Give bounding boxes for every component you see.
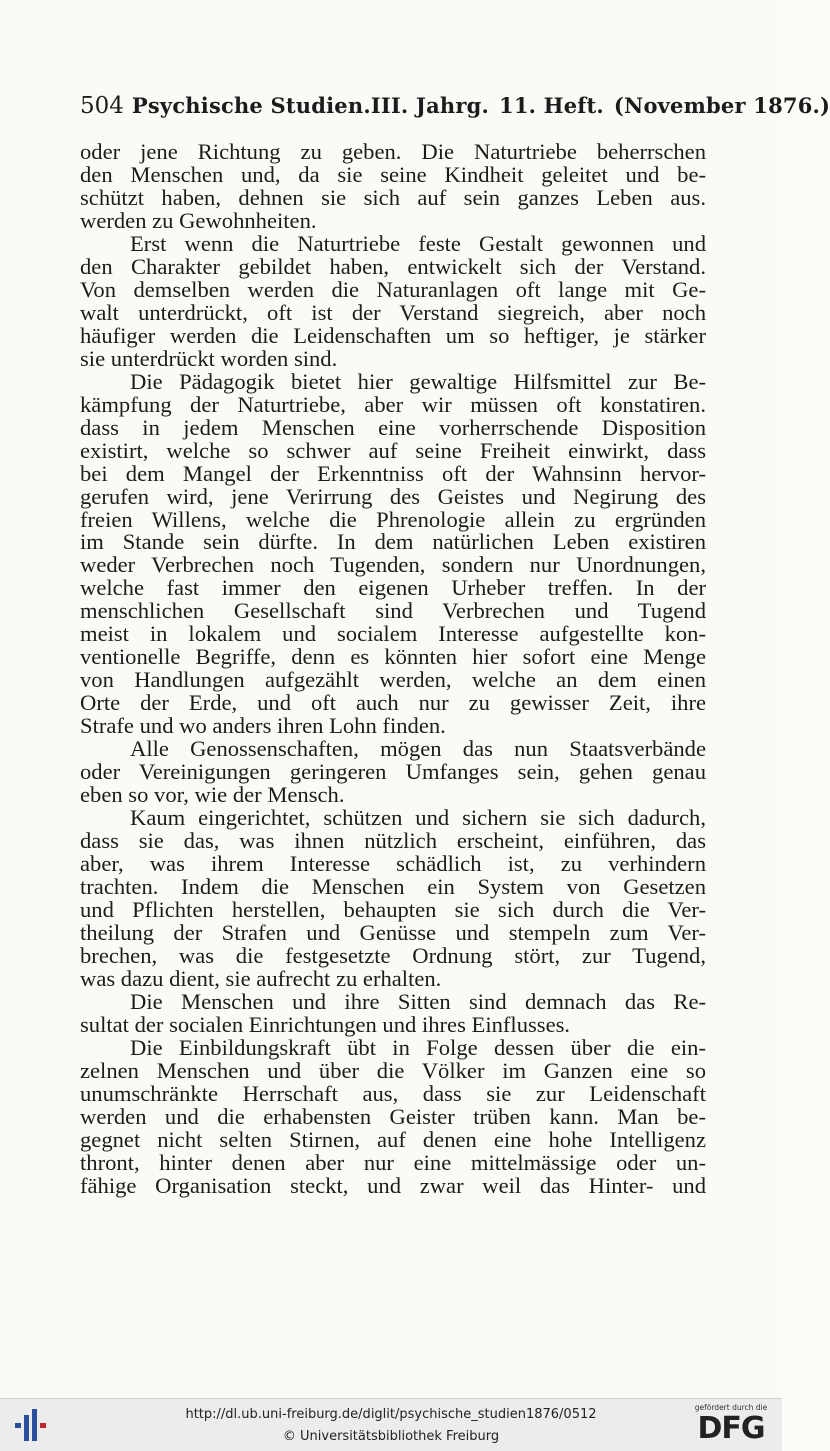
- text-line: zelnen Menschen und über die Völker im Ganzen eine so: [80, 1057, 706, 1083]
- dfg-funding-label: gefördert durch die: [694, 1403, 768, 1412]
- text-line: bei dem Mangel der Erkenntniss oft der Wahnsinn hervor-: [80, 460, 706, 486]
- text-line: brechen, was die festgesetzte Ordnung stört, zur Tugend,: [80, 942, 706, 968]
- copyright-notice: © Universitätsbibliothek Freiburg: [282, 1429, 500, 1444]
- text-line: Von demselben werden die Naturanlagen oft lange mit Ge-: [80, 276, 706, 302]
- text-line: Kaum eingerichtet, schützen und sichern sie sich dadurch,: [130, 805, 706, 831]
- text-line: im Stande sein dürfte. In dem natürlichen Leben existiren: [80, 529, 706, 555]
- text-line: Orte der Erde, und oft auch nur zu gewisser Zeit, ihre: [80, 690, 706, 716]
- text-line: häufiger werden die Leidenschaften um so heftiger, je stärker: [80, 322, 706, 348]
- text-line: theilung der Strafen und Genüsse und stempeln zum Ver-: [80, 919, 706, 945]
- text-line: dass in jedem Menschen eine vorherrschende Disposition: [80, 414, 706, 440]
- text-line: kämpfung der Naturtriebe, aber wir müssen oft konstatiren.: [80, 391, 706, 417]
- volume-year: III. Jahrg.: [370, 93, 490, 118]
- dfg-wordmark: DFG: [697, 1411, 765, 1446]
- issue-date: (November 1876.): [613, 93, 830, 118]
- text-line: gegnet nicht selten Stirnen, auf denen eine hohe Intelligenz: [80, 1126, 706, 1152]
- text-line: schützt haben, dehnen sie sich auf sein ganzes Leben aus.: [80, 184, 706, 210]
- text-line: weder Verbrechen noch Tugenden, sondern nur Unordnungen,: [80, 552, 706, 578]
- text-line: was dazu dient, sie aufrecht zu erhalten.: [80, 965, 442, 991]
- text-line: Erst wenn die Naturtriebe feste Gestalt gewonnen und: [130, 230, 706, 256]
- text-line: unumschränkte Herrschaft aus, dass sie zur Leidenschaft: [80, 1080, 706, 1106]
- text-line: werden zu Gewohnheiten.: [80, 207, 317, 233]
- text-line: existirt, welche so schwer auf seine Freiheit einwirkt, dass: [80, 437, 706, 463]
- text-line: Die Einbildungskraft übt in Folge dessen über die ein-: [130, 1034, 706, 1060]
- text-line: thront, hinter denen aber nur eine mittelmässige oder un-: [80, 1149, 706, 1175]
- text-line: den Charakter gebildet haben, entwickelt sich der Verstand.: [80, 253, 706, 279]
- text-line: oder jene Richtung zu geben. Die Naturtriebe beherrschen: [80, 139, 706, 164]
- text-line: freien Willens, welche die Phrenologie allein zu ergründen: [80, 506, 706, 532]
- text-line: sie unterdrückt worden sind.: [80, 345, 338, 371]
- running-header: [80, 93, 830, 119]
- text-line: ventionelle Begriffe, denn es könnten hier sofort eine Menge: [80, 644, 706, 670]
- page-number: 504: [80, 93, 124, 119]
- text-line: Die Pädagogik bietet hier gewaltige Hilfsmittel zur Be-: [130, 368, 706, 394]
- text-line: eben so vor, wie der Mensch.: [80, 782, 345, 808]
- text-line: und Pflichten herstellen, behaupten sie sich durch die Ver-: [80, 896, 706, 922]
- viewer-footer: [0, 1398, 782, 1451]
- text-line: Strafe und wo anders ihren Lohn finden.: [80, 713, 446, 739]
- text-line: trachten. Indem die Menschen ein System von Gesetzen: [80, 874, 706, 899]
- text-line: dass sie das, was ihnen nützlich erscheint, einführen, das: [80, 828, 706, 854]
- text-line: werden und die erhabensten Geister trüben kann. Man be-: [80, 1103, 706, 1129]
- text-line: sultat der socialen Einrichtungen und ihres Einflusses.: [80, 1011, 571, 1037]
- text-line: aber, was ihrem Interesse schädlich ist, zu verhindern: [80, 851, 706, 877]
- text-line: gerufen wird, jene Verirrung des Geistes und Negirung des: [80, 483, 706, 509]
- text-line: oder Vereinigungen geringeren Umfanges sein, gehen genau: [80, 759, 706, 785]
- issue-number: 11. Heft.: [499, 93, 604, 118]
- text-line: Die Menschen und ihre Sitten sind demnach das Re-: [130, 988, 706, 1014]
- body-text: [80, 140, 706, 1197]
- text-line: welche fast immer den eigenen Urheber treffen. In der: [80, 575, 706, 601]
- text-line: meist in lokalem und socialem Interesse aufgestellte kon-: [80, 621, 706, 647]
- text-line: fähige Organisation steckt, und zwar weil das Hinter- und: [80, 1172, 706, 1198]
- text-line: menschlichen Gesellschaft sind Verbrechen und Tugend: [80, 598, 706, 624]
- journal-title: Psychische Studien.: [131, 93, 371, 118]
- dfg-logo: [690, 1401, 772, 1449]
- text-line: von Handlungen aufgezählt werden, welche an dem einen: [80, 667, 706, 693]
- text-line: Alle Genossenschaften, mögen das nun Staatsverbände: [130, 736, 706, 762]
- text-line: den Menschen und, da sie seine Kindheit geleitet und be-: [80, 161, 706, 187]
- document-url[interactable]: http://dl.ub.uni-freiburg.de/diglit/psychische_studien1876/0512: [185, 1407, 597, 1422]
- text-line: walt unterdrückt, oft ist der Verstand siegreich, aber noch: [80, 299, 706, 325]
